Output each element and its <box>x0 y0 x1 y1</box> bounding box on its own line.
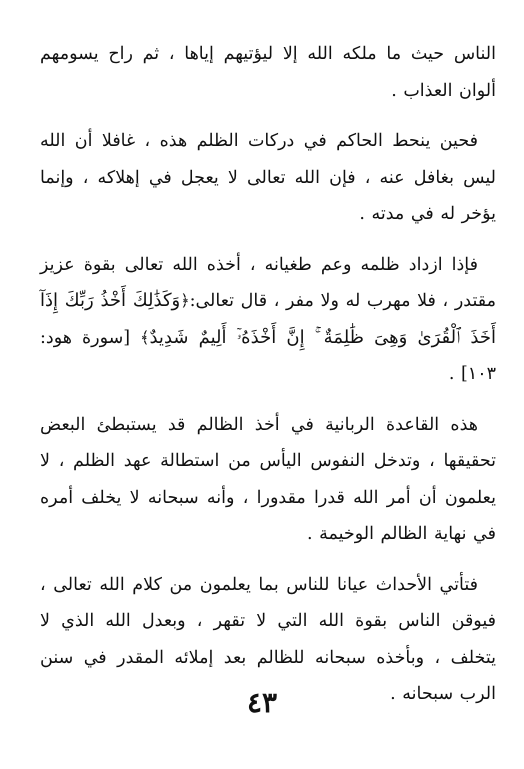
page-number: ٤٣ <box>246 686 278 719</box>
quran-open-bracket: ﴿ <box>180 291 190 310</box>
paragraph-1: الناس حيث ما ملكه الله إلا ليؤتيهم إياها ، ثم راح يسومهم ألوان العذاب . <box>40 44 496 101</box>
verse-reference: [سورة هود: ١٠٣] . <box>40 327 496 384</box>
quran-verse: وَكَذَٰلِكَ أَخْذُ رَبِّكَ إِذَآ أَخَذَ ٱلْقُرَىٰ وَهِىَ ظَٰلِمَةٌ ۚ إِنَّ أَخْذَهُۥٓ أَلِيمٌ شَدِيدٌ <box>40 290 496 348</box>
paragraph-5: فتأتي الأحداث عيانا للناس بما يعلمون من كلام الله تعالى ، فيوقن الناس بقوة الله التي لا تقهر ، وبعدل الله الذي لا يتخلف ، وبأخذه سبحانه للظالم بعد إملائه المقدر في سنن الرب سبحانه . <box>40 574 496 704</box>
quran-close-bracket: ﴾ <box>140 327 150 347</box>
paragraph-3 <box>40 247 496 393</box>
paragraph-4: هذه القاعدة الربانية في أخذ الظالم قد يستبطئ البعض تحقيقها ، وتدخل النفوس اليأس من استطالة عهد الظلم ، لا يعلمون أن أمر الله قدرا مقدورا ، وأنه سبحانه لا يخلف أمره في نهاية الظالم الوخيمة . <box>40 414 496 544</box>
paragraph-2: فحين ينحط الحاكم في دركات الظلم هذه ، غافلا أن الله ليس بغافل عنه ، فإن الله تعالى لا يعجل في إهلاكه ، وإنما يؤخر له في مدته . <box>40 131 496 224</box>
paragraph-3-intro: فإذا ازداد ظلمه وعم طغيانه ، أخذه الله تعالى بقوة عزيز مقتدر ، فلا مهرب له ولا مفر ، قال تعالى: <box>40 254 496 311</box>
page-body <box>40 36 496 727</box>
